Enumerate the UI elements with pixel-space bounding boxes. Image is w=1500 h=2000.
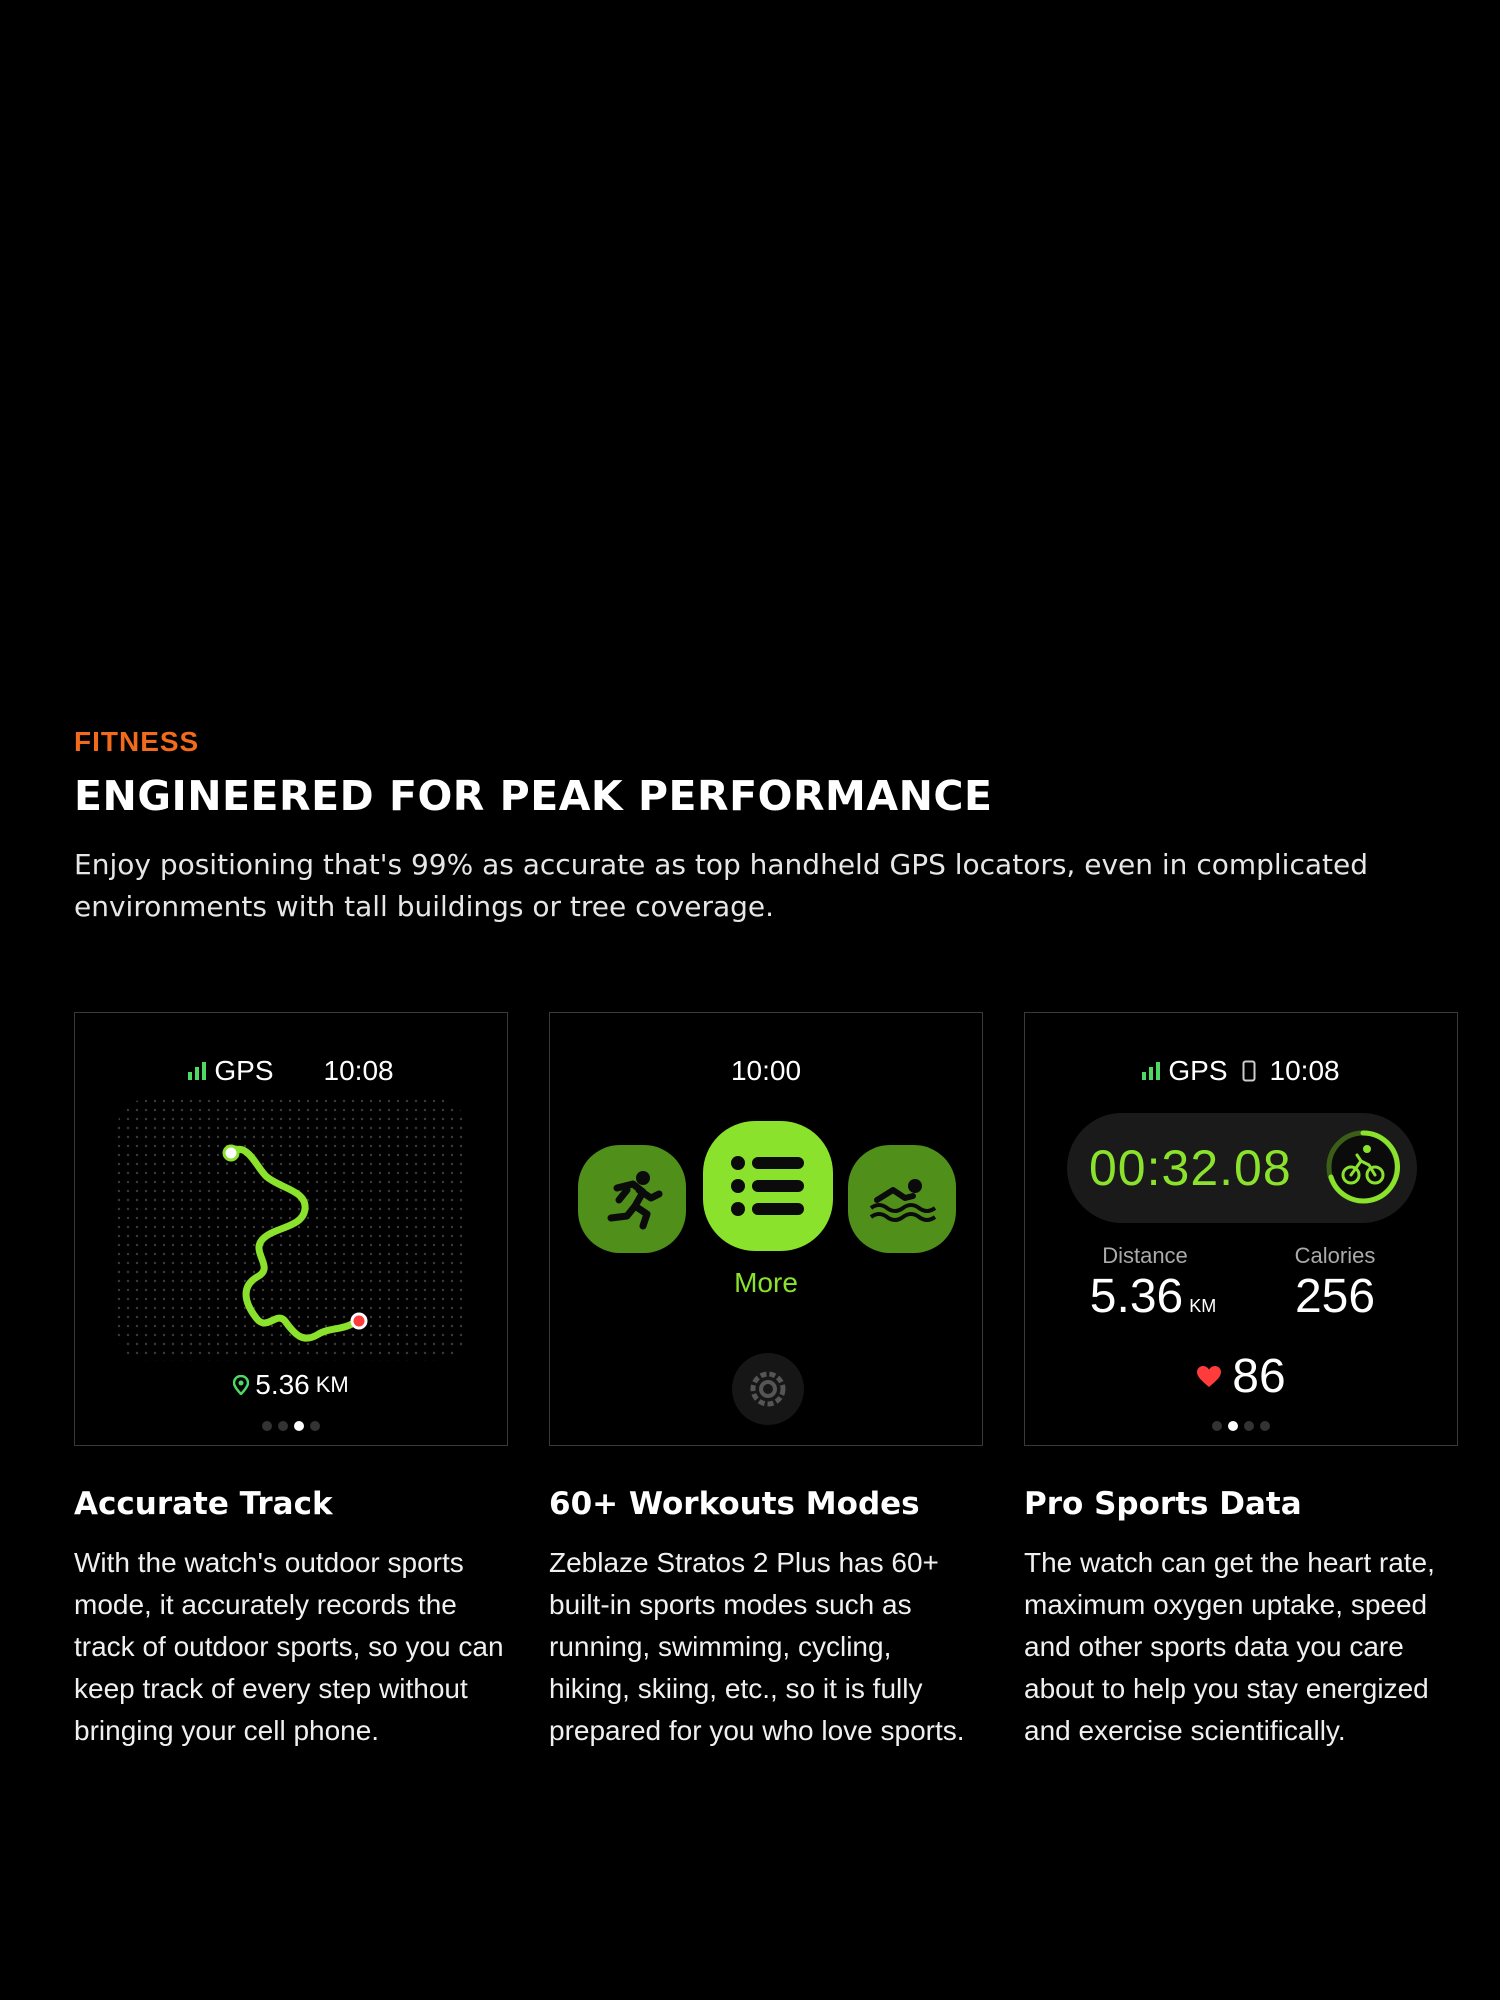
page-dot-active	[1228, 1421, 1238, 1431]
page-dot	[278, 1421, 288, 1431]
signal-icon	[188, 1062, 206, 1080]
settings-button[interactable]	[732, 1353, 804, 1425]
feature-body-workout-modes: Zeblaze Stratos 2 Plus has 60+ built-in sports modes such as running, swimming, cycling, hiking, skiing, etc., so it is fully prepared for you who love sports.	[549, 1547, 965, 1746]
end-marker-icon	[352, 1314, 366, 1328]
list-icon	[728, 1153, 808, 1219]
phone-icon	[1242, 1060, 1256, 1082]
workout-modes-card	[549, 1012, 983, 1446]
gps-label: GPS	[214, 1055, 274, 1086]
distance-label: Distance	[1102, 1243, 1188, 1268]
watch-status-bar	[75, 1055, 507, 1087]
feature-body-accurate-track: With the watch's outdoor sports mode, it accurately records the track of outdoor sports, so you can keep track of every step without bringing your cell phone.	[74, 1547, 504, 1746]
timer-pill	[1067, 1113, 1417, 1223]
sports-data-card	[1024, 1012, 1458, 1446]
page-dot	[1212, 1421, 1222, 1431]
swimming-mode-button[interactable]	[848, 1145, 956, 1253]
cycling-mode-indicator	[1321, 1125, 1405, 1209]
watch-time: 10:08	[323, 1055, 394, 1086]
running-mode-button[interactable]	[578, 1145, 686, 1253]
distance-value: 5.36	[1089, 1270, 1184, 1323]
section-headline: ENGINEERED FOR PEAK PERFORMANCE	[74, 772, 993, 820]
location-pin-icon	[233, 1375, 249, 1395]
section-intro: Enjoy positioning that's 99% as accurate as top handheld GPS locators, even in complicated environments with tall buildings or tree coverage.	[74, 848, 1368, 923]
section-eyebrow: FITNESS	[74, 726, 200, 757]
gps-label: GPS	[1168, 1055, 1228, 1086]
distance-value: 5.36	[255, 1369, 310, 1400]
page-dot	[1244, 1421, 1254, 1431]
start-marker-icon	[224, 1146, 238, 1160]
feature-title-pro-sports-data: Pro Sports Data	[1024, 1486, 1302, 1522]
page-dot	[1260, 1421, 1270, 1431]
feature-title-workout-modes: 60+ Workouts Modes	[549, 1486, 920, 1522]
watch-status-bar	[550, 1055, 982, 1087]
page-indicator	[1025, 1421, 1457, 1431]
running-icon	[599, 1166, 665, 1232]
watch-status-bar	[1025, 1055, 1457, 1087]
watch-time: 10:08	[1269, 1055, 1340, 1086]
more-modes-button[interactable]	[703, 1121, 833, 1251]
heart-rate-readout	[1025, 1349, 1457, 1404]
route-map	[117, 1099, 467, 1361]
heart-icon	[1196, 1365, 1222, 1389]
map-grid	[117, 1099, 467, 1361]
feature-body-pro-sports-data: The watch can get the heart rate, maximum oxygen uptake, speed and other sports data you care about to help you stay energized and exercise scientifically.	[1024, 1547, 1435, 1746]
cycling-icon	[1321, 1125, 1405, 1209]
heart-rate-value: 86	[1232, 1350, 1286, 1403]
route-distance	[75, 1369, 507, 1401]
page-dot	[310, 1421, 320, 1431]
distance-readout	[1063, 1269, 1243, 1324]
page-dot-active	[294, 1421, 304, 1431]
calories-label: Calories	[1294, 1243, 1376, 1268]
settings-icon	[745, 1366, 791, 1412]
page-dot	[262, 1421, 272, 1431]
page-indicator	[75, 1421, 507, 1431]
watch-time: 10:00	[730, 1055, 802, 1086]
accurate-track-card	[74, 1012, 508, 1446]
signal-icon	[1142, 1062, 1160, 1080]
distance-unit: KM	[315, 1372, 349, 1397]
swimming-icon	[867, 1174, 937, 1224]
more-label: More	[734, 1267, 798, 1298]
feature-title-accurate-track: Accurate Track	[74, 1486, 333, 1522]
distance-unit: KM	[1189, 1296, 1217, 1316]
calories-value: 256	[1294, 1270, 1376, 1323]
timer-value: 00:32.08	[1089, 1140, 1292, 1196]
